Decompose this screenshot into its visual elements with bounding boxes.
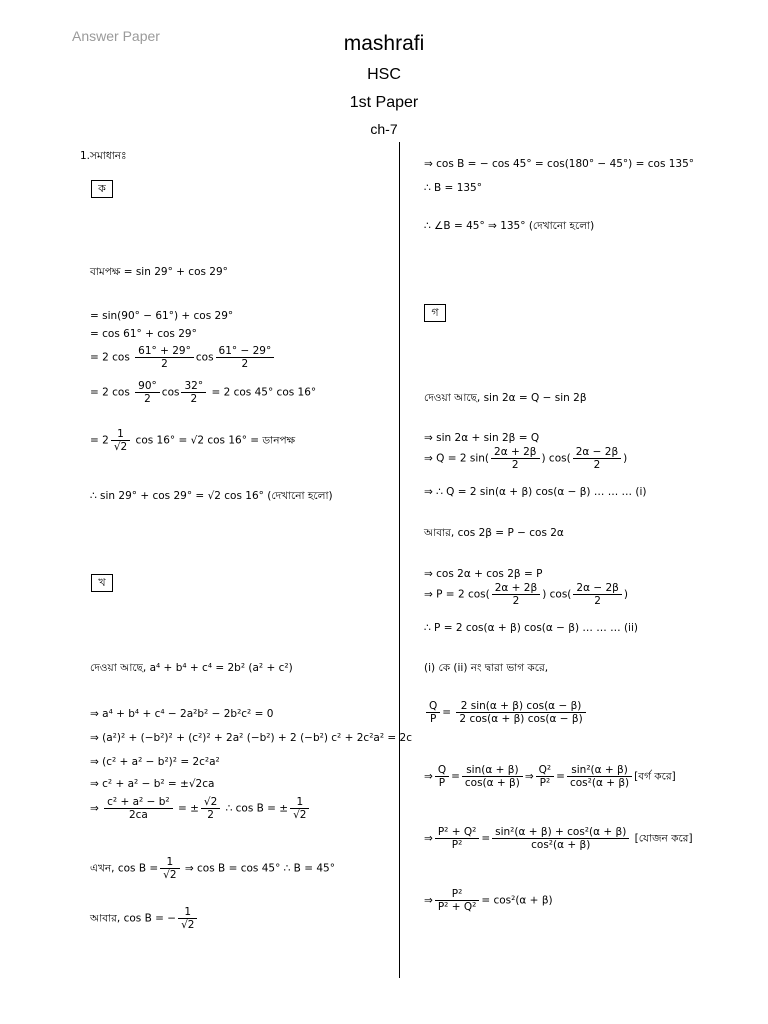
kha-line-5: ⇒ c² + a² − b² = ±√2ca [90, 778, 215, 790]
ga-line-2: ⇒ sin 2α + sin 2β = Q [424, 432, 540, 444]
ka-line-3: = cos 61° + cos 29° [90, 328, 197, 340]
ga-line-11 [424, 764, 676, 789]
ga-line-10-frac-1: $\frac{Q}{P}$ [426, 700, 440, 725]
kha-line-8-pre: আবার, cos B = − [90, 912, 177, 925]
ga-line-7-mid: ) cos( [542, 588, 572, 601]
watermark: Answer Paper [72, 28, 160, 44]
ga-line-3-pre: ⇒ Q = 2 sin( [424, 452, 490, 465]
kha-line-7 [90, 856, 335, 881]
ga-line-13 [424, 888, 553, 913]
kha-line-8 [90, 906, 199, 931]
ka-line-5-frac-1: $\frac{90^\circ}{2}$ [135, 380, 160, 405]
part-kha-box: খ [91, 574, 113, 592]
ga-line-7-frac-1: $\frac{2\alpha + 2\beta}{2}$ [492, 582, 540, 607]
ga-line-13-pre: ⇒ [424, 894, 433, 907]
ga-line-13-frac: $\frac{\text{P²}}{\text{P² + Q²}}$ [435, 888, 480, 913]
right-line-3: ∴ ∠B = 45° ⇒ 135° (দেখানো হলো) [424, 220, 595, 232]
level-title: HSC [367, 66, 401, 83]
ga-line-11-frac-3: $\frac{\text{Q²}}{\text{P²}}$ [536, 764, 554, 789]
ga-line-12-frac-2: $\frac{\text{sin²(α + β) + cos²(α + β)}}{\text{cos²(α + β)}}$ [492, 826, 629, 851]
kha-line-7-frac: $\frac{1}{√2}$ [160, 856, 179, 881]
ga-line-8: ∴ P = 2 cos(α + β) cos(α − β) … … … (ii) [424, 622, 638, 634]
paper-title: 1st Paper [349, 94, 419, 111]
ga-line-12 [424, 826, 693, 851]
ka-line-6-frac: $\frac{1}{√2}$ [111, 428, 130, 453]
ka-conclusion: ∴ sin 29° + cos 29° = √2 cos 16° (দেখানো হলো) [90, 490, 333, 502]
ga-line-13-post: = cos²(α + β) [481, 894, 553, 907]
ga-line-10 [424, 700, 588, 725]
ka-line-5-frac-2: $\frac{32^\circ}{2}$ [181, 380, 206, 405]
ga-line-3-frac-2: $\frac{2\alpha - 2\beta}{2}$ [573, 446, 621, 471]
ka-line-2: = sin(90° − 61°) + cos 29° [90, 310, 234, 322]
ga-line-3-mid: ) cos( [541, 452, 571, 465]
kha-line-6-mid: = ± [177, 802, 199, 815]
ga-line-11-pre: ⇒ [424, 770, 433, 783]
ga-line-11-mid-2: ⇒ [524, 770, 534, 783]
right-line-2: ∴ B = 135° [424, 182, 482, 194]
ka-line-4 [90, 345, 276, 370]
kha-line-6-frac-2: $\frac{√2}{2}$ [201, 796, 220, 821]
kha-line-7-post: ⇒ cos B = cos 45° ∴ B = 45° [184, 862, 335, 875]
kha-line-6 [90, 796, 311, 821]
kha-line-1: দেওয়া আছে, a⁴ + b⁴ + c⁴ = 2b² (a² + c²) [90, 662, 293, 674]
ga-line-3-post: ) [623, 452, 628, 465]
kha-line-7-pre: এখন, cos B = [90, 862, 159, 875]
ka-line-5-pre: = 2 cos [90, 386, 130, 399]
ka-line-5-mid: cos [161, 386, 180, 399]
ka-line-1: বামপক্ষ = sin 29° + cos 29° [90, 266, 228, 278]
kha-line-4: ⇒ (c² + a² − b²)² = 2c²a² [90, 756, 220, 768]
ga-line-7-frac-2: $\frac{2\alpha - 2\beta}{2}$ [573, 582, 621, 607]
ga-line-10-mid: = [442, 706, 452, 719]
ga-line-12-pre: ⇒ [424, 832, 433, 845]
part-ga-box: গ [424, 304, 446, 322]
ga-line-7-pre: ⇒ P = 2 cos( [424, 588, 490, 601]
kha-line-6-frac-3: $\frac{1}{√2}$ [290, 796, 309, 821]
kha-line-6-frac-1: $\frac{\text{c² + a² − b²}}{2ca}$ [104, 796, 172, 821]
ka-line-4-frac-2: $\frac{61^\circ - 29^\circ}{2}$ [216, 345, 275, 370]
kha-line-6-mid-2: ∴ cos B = ± [225, 802, 289, 815]
ka-line-5-post: = 2 cos 45° cos 16° [211, 386, 317, 399]
ga-line-6: ⇒ cos 2α + cos 2β = P [424, 568, 543, 580]
ka-line-6 [90, 428, 295, 453]
ka-line-6-pre: = 2 [90, 434, 109, 447]
chapter-title: ch-7 [370, 121, 398, 137]
ga-line-11-post: [বর্গ করে] [634, 770, 676, 783]
ka-line-4-mid: cos [195, 351, 214, 364]
part-ka-box: ক [91, 180, 113, 198]
ga-line-3 [424, 446, 627, 471]
ga-line-9: (i) কে (ii) নং দ্বারা ভাগ করে, [424, 662, 549, 674]
ga-line-1: দেওয়া আছে, sin 2α = Q − sin 2β [424, 392, 587, 404]
ga-line-12-post: [যোজন করে] [634, 832, 693, 845]
ga-line-11-frac-4: $\frac{\text{sin²(α + β)}}{\text{cos²(α + β)}}$ [567, 764, 632, 789]
ga-line-3-frac-1: $\frac{2\alpha + 2\beta}{2}$ [491, 446, 539, 471]
ga-line-11-mid: = [451, 770, 460, 783]
ga-line-11-frac-2: $\frac{\sin(\alpha + \beta)}{\cos(\alpha + \beta)}$ [462, 764, 523, 789]
ka-line-4-frac-1: $\frac{61^\circ + 29^\circ}{2}$ [135, 345, 194, 370]
ga-line-12-frac-1: $\frac{\text{P² + Q²}}{\text{P²}}$ [435, 826, 480, 851]
right-line-1: ⇒ cos B = − cos 45° = cos(180° − 45°) = cos 135° [424, 158, 695, 170]
question-number: 1.সমাধানঃ [80, 150, 127, 162]
kha-line-6-pre: ⇒ [90, 802, 99, 815]
ga-line-12-mid: = [481, 832, 491, 845]
ga-line-11-mid-3: = [556, 770, 565, 783]
ka-line-5 [90, 380, 316, 405]
ga-line-10-frac-2: $\frac{2 \sin(\alpha + \beta) \cos(\alpha - \beta)}{2 \cos(\alpha + \beta) \cos(\alpha - \beta)}$ [456, 700, 585, 725]
ka-line-4-pre: = 2 cos [90, 351, 130, 364]
kha-line-2: ⇒ a⁴ + b⁴ + c⁴ − 2a²b² − 2b²c² = 0 [90, 708, 274, 720]
ga-line-7-post: ) [623, 588, 628, 601]
author-name: mashrafi [343, 32, 425, 55]
column-divider [399, 142, 400, 978]
ga-line-4: ⇒ ∴ Q = 2 sin(α + β) cos(α − β) … … … (i) [424, 486, 647, 498]
ga-line-7 [424, 582, 628, 607]
kha-line-3: ⇒ (a²)² + (−b²)² + (c²)² + 2a² (−b²) + 2 (−b²) c² + 2c²a² = 2c [90, 732, 412, 744]
ga-line-11-frac-1: $\frac{Q}{P}$ [435, 764, 449, 789]
kha-line-8-frac: $\frac{1}{√2}$ [178, 906, 197, 931]
ga-line-5: আবার, cos 2β = P − cos 2α [424, 527, 564, 539]
ka-line-6-post: cos 16° = √2 cos 16° = ডানপক্ষ [135, 434, 296, 447]
